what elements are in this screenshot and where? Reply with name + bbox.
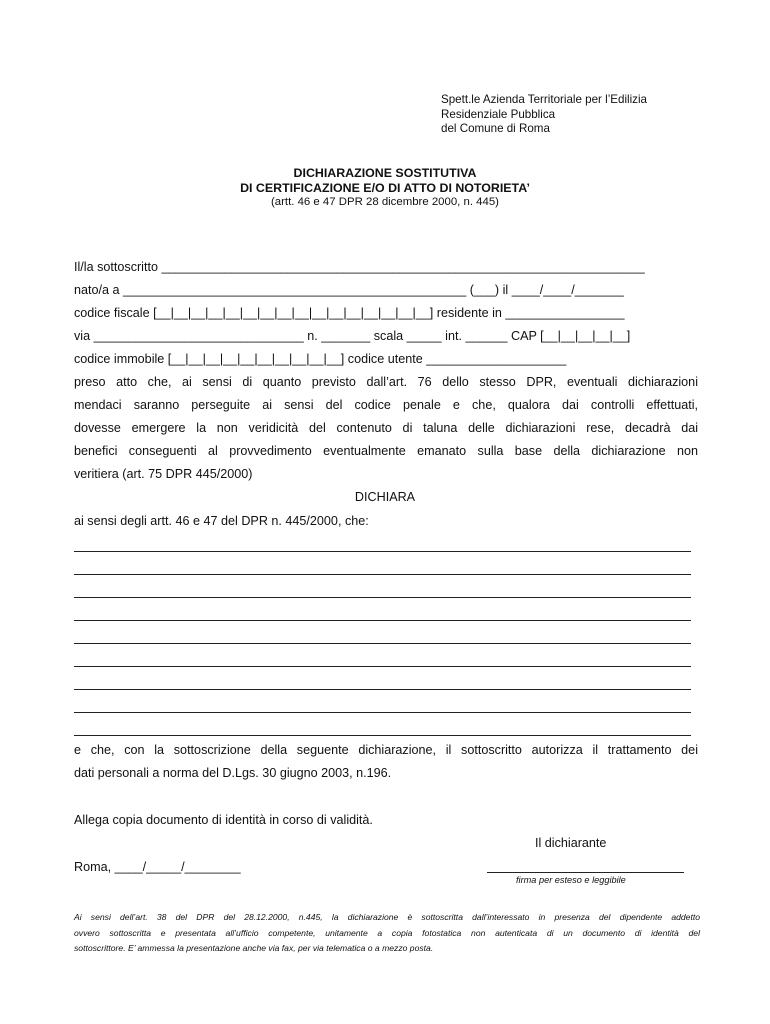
field-codice-immobile[interactable]: codice immobile [__|__|__|__|__|__|__|__|__|__] codice utente ____________________ <box>74 352 567 366</box>
paragraph-line: preso atto che, ai sensi di quanto previsto dall’art. 76 dello stesso DPR, eventuali dichiarazioni <box>74 375 698 389</box>
paragraph-line: mendaci saranno perseguite ai sensi del codice penale e che, qualora dai controlli effettuati, <box>74 398 698 412</box>
footnote-line: sottoscrittore. E’ ammessa la presentazione anche via fax, per via telematica o a mezzo posta. <box>74 943 434 953</box>
paragraph-line: dovesse emergere la non veridicità del contenuto di taluna delle dichiarazioni rese, decadrà dai <box>74 421 698 435</box>
paragraph-line: e che, con la sottoscrizione della seguente dichiarazione, il sottoscritto autorizza il trattamento dei <box>74 743 698 757</box>
footnote-line: Ai sensi dell’art. 38 del DPR del 28.12.2000, n.445, la dichiarazione è sottoscritta dall’interessato in presenza del dipendente addetto <box>74 912 700 922</box>
recipient-line-2: Residenziale Pubblica <box>441 107 556 121</box>
field-nato[interactable]: nato/a a _________________________________________________ (___) il ____/____/_______ <box>74 283 624 297</box>
declaration-blank-line[interactable] <box>74 689 691 690</box>
declaration-blank-line[interactable] <box>74 712 691 713</box>
signature-line[interactable] <box>487 872 684 873</box>
allega-note: Allega copia documento di identità in corso di validità. <box>74 813 373 827</box>
recipient-line-3: del Comune di Roma <box>441 122 550 135</box>
declaration-blank-line[interactable] <box>74 735 691 736</box>
footnote-line: ovvero sottoscritta e presentata all’ufficio competente, unitamente a copia fotostatica non autenticata di un documento di identità del <box>74 927 700 938</box>
document-title <box>0 166 770 210</box>
field-sottoscritto[interactable]: Il/la sottoscritto _____________________________________________________________________ <box>74 260 645 274</box>
title-subtitle: (artt. 46 e 47 DPR 28 dicembre 2000, n. 445) <box>271 196 499 208</box>
paragraph-line: dati personali a norma del D.Lgs. 30 giugno 2003, n.196. <box>74 766 392 780</box>
signature-caption: firma per esteso e leggibile <box>516 875 626 885</box>
recipient-address <box>441 93 647 137</box>
declaration-blank-line[interactable] <box>74 551 691 552</box>
recipient-line-1: Spett.le Azienda Territoriale per l’Edilizia <box>441 93 648 106</box>
dichiara-heading: DICHIARA <box>354 490 416 504</box>
paragraph-autorizza <box>74 739 698 785</box>
dichiarante-label: Il dichiarante <box>535 836 607 850</box>
declaration-blank-line[interactable] <box>74 574 691 575</box>
paragraph-line: veritiera (art. 75 DPR 445/2000) <box>74 467 253 481</box>
title-line-2: DI CERTIFICAZIONE E/O DI ATTO DI NOTORIETA’ <box>240 180 530 195</box>
dichiara-intro: ai sensi degli artt. 46 e 47 del DPR n. 445/2000, che: <box>74 514 369 528</box>
paragraph-line: benefici conseguenti al provvedimento eventualmente emanato sulla base della dichiarazione non <box>74 444 698 458</box>
field-codice-fiscale[interactable]: codice fiscale [__|__|__|__|__|__|__|__|__|__|__|__|__|__|__|__] residente in _________________ <box>74 306 625 320</box>
footnote <box>74 910 700 957</box>
declaration-blank-line[interactable] <box>74 597 691 598</box>
paragraph-preso-atto <box>74 371 698 486</box>
declaration-blank-line[interactable] <box>74 620 691 621</box>
place-date-field[interactable]: Roma, ____/_____/________ <box>74 860 241 874</box>
declaration-blank-line[interactable] <box>74 643 691 644</box>
declaration-blank-line[interactable] <box>74 666 691 667</box>
field-via[interactable]: via ______________________________ n. _______ scala _____ int. ______ CAP [__|__|__|__|__] <box>74 329 631 343</box>
title-line-1: DICHIARAZIONE SOSTITUTIVA <box>293 166 477 180</box>
